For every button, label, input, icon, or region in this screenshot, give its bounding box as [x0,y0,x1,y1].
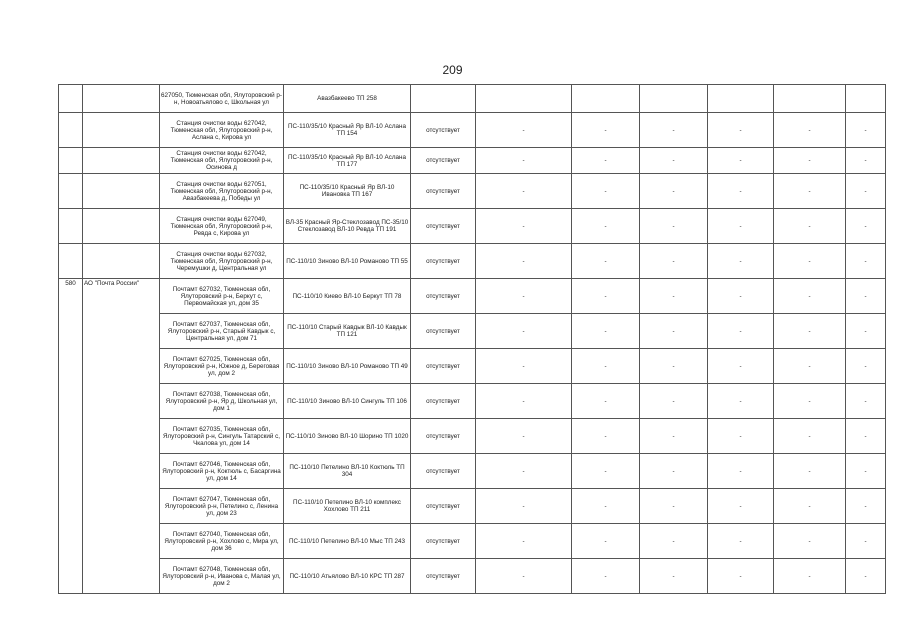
object-address-cell: Почтамт 627038, Тюменская обл, Ялуторовский р-н, Яр д, Школьная ул, дом 1 [160,384,284,419]
substation-cell: ПС-110/10 Киево ВЛ-10 Беркут ТП 78 [284,279,411,314]
value-cell: - [774,384,846,419]
status-cell: отсутствует [411,384,476,419]
row-number-cell: 580 [59,279,83,594]
substation-cell: ПС-110/10 Петелино ВЛ-10 Мыс ТП 243 [284,524,411,559]
value-cell: - [572,314,640,349]
value-cell: - [476,174,572,209]
value-cell: - [476,384,572,419]
status-cell: отсутствует [411,419,476,454]
value-cell: - [846,419,886,454]
value-cell: - [572,279,640,314]
table-row [59,174,886,209]
table-row [59,148,886,174]
value-cell: - [572,524,640,559]
value-cell: - [476,454,572,489]
object-address-cell: Станция очистки воды 627032, Тюменская обл, Ялуторовский р-н, Черемушки д, Центральная ул [160,244,284,279]
row-number-cell [59,244,83,279]
value-cell: - [846,244,886,279]
table-row [59,209,886,244]
value-cell: - [476,349,572,384]
status-cell [411,85,476,113]
value-cell: - [774,209,846,244]
substation-cell: ПС-110/35/10 Красный Яр ВЛ-10 Аслана ТП 177 [284,148,411,174]
value-cell: - [640,559,708,594]
substation-cell: ПС-110/10 Зиново ВЛ-10 Шорино ТП 1020 [284,419,411,454]
value-cell: - [774,349,846,384]
object-address-cell: Почтамт 627040, Тюменская обл, Ялуторовский р-н, Хохлово с, Мира ул, дом 36 [160,524,284,559]
value-cell: - [774,174,846,209]
table-row [59,113,886,148]
status-cell: отсутствует [411,559,476,594]
value-cell: - [572,174,640,209]
value-cell: - [774,113,846,148]
value-cell [572,85,640,113]
value-cell: - [846,349,886,384]
value-cell: - [572,148,640,174]
table-row [59,419,886,454]
value-cell: - [846,489,886,524]
value-cell: - [774,148,846,174]
value-cell: - [846,279,886,314]
value-cell: - [708,279,774,314]
page-number: 209 [442,63,463,77]
table-row [59,559,886,594]
value-cell: - [640,113,708,148]
organization-cell [83,209,160,244]
table-row [59,489,886,524]
value-cell: - [640,384,708,419]
object-address-cell: Почтамт 627046, Тюменская обл, Ялуторовский р-н, Коктюль с, Басаргина ул, дом 14 [160,454,284,489]
organization-cell [83,244,160,279]
object-address-cell: Станция очистки воды 627042, Тюменская обл, Ялуторовский р-н, Аслана с, Кирова ул [160,113,284,148]
value-cell: - [708,113,774,148]
value-cell: - [640,454,708,489]
value-cell: - [640,349,708,384]
table-row [59,349,886,384]
object-address-cell: Почтамт 627048, Тюменская обл, Ялуторовский р-н, Иванова с, Малая ул, дом 2 [160,559,284,594]
organization-cell: АО "Почта России" [83,279,160,594]
value-cell: - [708,384,774,419]
value-cell: - [572,244,640,279]
value-cell: - [572,209,640,244]
substation-cell: ПС-110/10 Атьялово ВЛ-10 КРС ТП 287 [284,559,411,594]
value-cell: - [640,244,708,279]
value-cell: - [846,454,886,489]
row-number-cell [59,209,83,244]
value-cell: - [476,419,572,454]
substation-cell: Авазбакеево ТП 258 [284,85,411,113]
object-address-cell: 627050, Тюменская обл, Ялуторовский р-н, Новоатьялово с, Школьная ул [160,85,284,113]
value-cell: - [640,174,708,209]
value-cell: - [708,148,774,174]
object-address-cell: Почтамт 627035, Тюменская обл, Ялуторовский р-н, Сингуль Татарский с, Чкалова ул, дом 14 [160,419,284,454]
substation-cell: ПС-110/10 Зиново ВЛ-10 Романово ТП 49 [284,349,411,384]
status-cell: отсутствует [411,489,476,524]
value-cell: - [572,349,640,384]
value-cell: - [708,489,774,524]
value-cell: - [708,419,774,454]
status-cell: отсутствует [411,314,476,349]
value-cell: - [572,454,640,489]
substation-cell: ПС-110/10 Зиново ВЛ-10 Сингуль ТП 106 [284,384,411,419]
value-cell: - [846,148,886,174]
value-cell [846,85,886,113]
value-cell: - [846,113,886,148]
value-cell [708,85,774,113]
value-cell [476,85,572,113]
row-number-cell [59,174,83,209]
table-row [59,279,886,314]
value-cell: - [846,174,886,209]
value-cell: - [708,559,774,594]
value-cell: - [640,209,708,244]
value-cell: - [846,314,886,349]
organization-cell [83,113,160,148]
value-cell: - [476,148,572,174]
value-cell: - [572,113,640,148]
organization-cell [83,85,160,113]
substation-cell: ПС-110/35/10 Красный Яр ВЛ-10 Ивановка ТП 167 [284,174,411,209]
value-cell: - [476,314,572,349]
value-cell: - [774,454,846,489]
row-number-cell [59,148,83,174]
value-cell: - [774,279,846,314]
organization-cell [83,174,160,209]
value-cell: - [572,384,640,419]
value-cell: - [572,419,640,454]
organization-cell [83,148,160,174]
object-address-cell: Почтамт 627025, Тюменская обл, Ялуторовский р-н, Южное д, Береговая ул, дом 2 [160,349,284,384]
value-cell: - [708,209,774,244]
status-cell: отсутствует [411,244,476,279]
status-cell: отсутствует [411,524,476,559]
substation-cell: ПС-110/10 Петелино ВЛ-10 комплекс Хохлово ТП 211 [284,489,411,524]
object-address-cell: Станция очистки воды 627051, Тюменская обл, Ялуторовский р-н, Авазбакеева д, Победы ул [160,174,284,209]
status-cell: отсутствует [411,279,476,314]
value-cell: - [708,314,774,349]
value-cell: - [640,148,708,174]
value-cell: - [640,314,708,349]
value-cell: - [640,279,708,314]
value-cell: - [708,244,774,279]
substation-cell: ПС-110/10 Зиново ВЛ-10 Романово ТП 55 [284,244,411,279]
table-row [59,454,886,489]
status-cell: отсутствует [411,209,476,244]
substation-cell: ПС-110/10 Петелино ВЛ-10 Коктюль ТП 304 [284,454,411,489]
value-cell: - [640,489,708,524]
value-cell: - [476,279,572,314]
value-cell [640,85,708,113]
value-cell [774,85,846,113]
value-cell: - [708,454,774,489]
object-address-cell: Почтамт 627047, Тюменская обл, Ялуторовский р-н, Петелино с, Ленина ул, дом 23 [160,489,284,524]
object-address-cell: Станция очистки воды 627049, Тюменская обл, Ялуторовский р-н, Ревда с, Кирова ул [160,209,284,244]
status-cell: отсутствует [411,454,476,489]
value-cell: - [708,524,774,559]
status-cell: отсутствует [411,113,476,148]
status-cell: отсутствует [411,148,476,174]
value-cell: - [846,524,886,559]
status-cell: отсутствует [411,349,476,384]
value-cell: - [846,209,886,244]
value-cell: - [476,244,572,279]
row-number-cell [59,113,83,148]
table-row [59,85,886,113]
value-cell: - [640,419,708,454]
value-cell: - [476,113,572,148]
table-row [59,244,886,279]
value-cell: - [640,524,708,559]
value-cell: - [774,314,846,349]
value-cell: - [476,559,572,594]
value-cell: - [572,489,640,524]
value-cell: - [774,559,846,594]
value-cell: - [476,524,572,559]
value-cell: - [774,244,846,279]
table-row [59,314,886,349]
value-cell: - [774,419,846,454]
status-cell: отсутствует [411,174,476,209]
table-row [59,524,886,559]
value-cell: - [476,209,572,244]
substation-cell: ВЛ-35 Красный Яр-Стеклозавод ПС-35/10 Стеклозавод ВЛ-10 Ревда ТП 191 [284,209,411,244]
value-cell: - [708,349,774,384]
table-row [59,384,886,419]
row-number-cell [59,85,83,113]
substation-cell: ПС-110/35/10 Красный Яр ВЛ-10 Аслана ТП 154 [284,113,411,148]
substation-cell: ПС-110/10 Старый Кавдык ВЛ-10 Кавдык ТП 121 [284,314,411,349]
value-cell: - [846,559,886,594]
value-cell: - [774,524,846,559]
value-cell: - [708,174,774,209]
value-cell: - [846,384,886,419]
object-address-cell: Почтамт 627037, Тюменская обл, Ялуторовский р-н, Старый Кавдык с, Центральная ул, дом 71 [160,314,284,349]
object-address-cell: Станция очистки воды 627042, Тюменская обл, Ялуторовский р-н, Осинова д [160,148,284,174]
value-cell: - [476,489,572,524]
value-cell: - [572,559,640,594]
value-cell: - [774,489,846,524]
data-table [58,84,886,594]
object-address-cell: Почтамт 627032, Тюменская обл, Ялуторовский р-н, Беркут с, Первомайская ул, дом 35 [160,279,284,314]
